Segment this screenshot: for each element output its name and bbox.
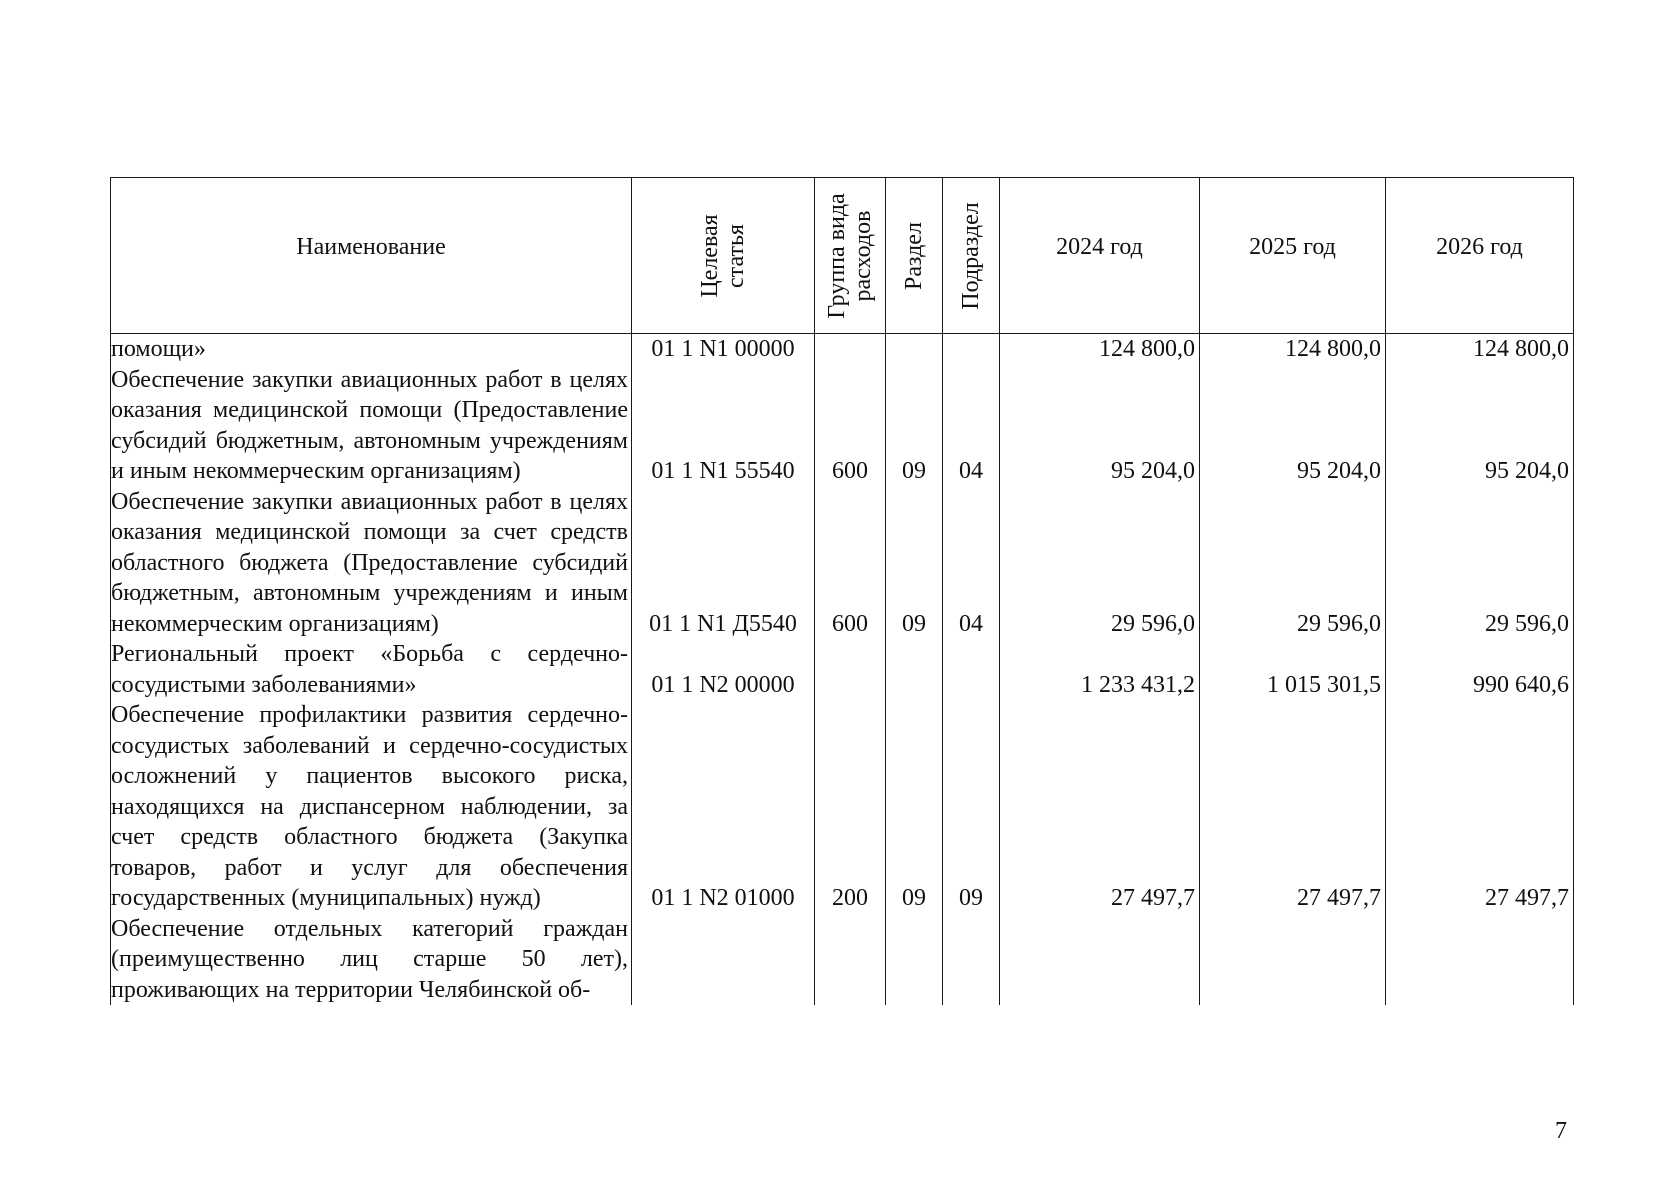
row-target-article xyxy=(632,914,815,1006)
table-row xyxy=(111,334,1574,365)
row-target-article: 01 1 N1 55540 xyxy=(632,365,815,487)
header-subsection-label: Подраздел xyxy=(958,201,984,310)
table-header-row xyxy=(111,178,1574,334)
table-row xyxy=(111,914,1574,1006)
header-name xyxy=(111,178,632,334)
header-expense-group-line1: Группа вида xyxy=(824,192,850,319)
row-value-2025 xyxy=(1200,914,1386,1006)
row-expense-group xyxy=(815,639,886,700)
row-subsection: 04 xyxy=(943,487,1000,640)
row-value-2024: 124 800,0 xyxy=(1000,334,1200,365)
row-expense-group xyxy=(815,914,886,1006)
header-target-article-line1: Целевая xyxy=(697,213,723,298)
header-expense-group-line2: расходов xyxy=(850,210,876,301)
header-subsection xyxy=(943,178,1000,334)
table-row xyxy=(111,639,1574,700)
row-name: помощи» xyxy=(111,334,632,365)
table-row xyxy=(111,365,1574,487)
row-value-2025: 29 596,0 xyxy=(1200,487,1386,640)
row-value-2026: 29 596,0 xyxy=(1386,487,1574,640)
row-value-2024 xyxy=(1000,914,1200,1006)
header-expense-group xyxy=(815,178,886,334)
row-target-article: 01 1 N1 00000 xyxy=(632,334,815,365)
row-value-2024: 29 596,0 xyxy=(1000,487,1200,640)
row-name: Обеспечение закупки авиационных работ в целях оказания медицинской помощи за счет средств областного бюджета (Предоставление субсидий бюджетным, автономным учреждениям и иным некоммерческим организациям) xyxy=(111,487,632,640)
table-row xyxy=(111,487,1574,640)
row-value-2024: 95 204,0 xyxy=(1000,365,1200,487)
table-row xyxy=(111,700,1574,914)
row-value-2024: 1 233 431,2 xyxy=(1000,639,1200,700)
row-value-2026: 27 497,7 xyxy=(1386,700,1574,914)
row-subsection: 04 xyxy=(943,365,1000,487)
row-value-2024: 27 497,7 xyxy=(1000,700,1200,914)
row-target-article: 01 1 N1 Д5540 xyxy=(632,487,815,640)
header-name-label: Наименование xyxy=(296,234,446,261)
budget-table xyxy=(110,177,1574,1005)
row-subsection xyxy=(943,914,1000,1006)
row-subsection xyxy=(943,334,1000,365)
row-value-2026: 95 204,0 xyxy=(1386,365,1574,487)
row-subsection xyxy=(943,639,1000,700)
row-value-2025: 1 015 301,5 xyxy=(1200,639,1386,700)
header-year-2025-label: 2025 год xyxy=(1249,234,1336,261)
row-target-article: 01 1 N2 00000 xyxy=(632,639,815,700)
row-section: 09 xyxy=(886,365,943,487)
row-expense-group: 600 xyxy=(815,487,886,640)
row-expense-group: 600 xyxy=(815,365,886,487)
page-number: 7 xyxy=(1555,1118,1567,1144)
row-value-2026 xyxy=(1386,914,1574,1006)
row-section: 09 xyxy=(886,487,943,640)
row-section xyxy=(886,334,943,365)
row-value-2026: 990 640,6 xyxy=(1386,639,1574,700)
header-section-label: Раздел xyxy=(901,221,927,290)
header-year-2026 xyxy=(1386,178,1574,334)
row-value-2025: 27 497,7 xyxy=(1200,700,1386,914)
header-year-2026-label: 2026 год xyxy=(1436,234,1523,261)
header-target-article xyxy=(632,178,815,334)
row-name: Обеспечение закупки авиационных работ в целях оказания медицинской помощи (Предоставление субсидий бюджетным, автономным учреждениям и иным некоммерческим организациям) xyxy=(111,365,632,487)
header-year-2025 xyxy=(1200,178,1386,334)
header-target-article-line2: статья xyxy=(723,223,749,288)
row-section: 09 xyxy=(886,700,943,914)
row-name: Обеспечение профилактики развития сердечно-сосудистых заболеваний и сердечно-сосудистых осложнений у пациентов высокого риска, находящихся на диспансерном наблюдении, за счет средств областного бюджета (Закупка товаров, работ и услуг для обеспечения государственных (муниципальных) нужд) xyxy=(111,700,632,914)
row-value-2025: 95 204,0 xyxy=(1200,365,1386,487)
row-value-2026: 124 800,0 xyxy=(1386,334,1574,365)
header-section xyxy=(886,178,943,334)
row-expense-group xyxy=(815,334,886,365)
row-name: Региональный проект «Борьба с сердечно-сосудистыми заболеваниями» xyxy=(111,639,632,700)
row-target-article: 01 1 N2 01000 xyxy=(632,700,815,914)
header-year-2024-label: 2024 год xyxy=(1056,234,1143,261)
row-value-2025: 124 800,0 xyxy=(1200,334,1386,365)
row-expense-group: 200 xyxy=(815,700,886,914)
row-section xyxy=(886,639,943,700)
row-subsection: 09 xyxy=(943,700,1000,914)
row-section xyxy=(886,914,943,1006)
header-year-2024 xyxy=(1000,178,1200,334)
row-name: Обеспечение отдельных категорий граждан (преимущественно лиц старше 50 лет), проживающих на территории Челябинской об- xyxy=(111,914,632,1006)
